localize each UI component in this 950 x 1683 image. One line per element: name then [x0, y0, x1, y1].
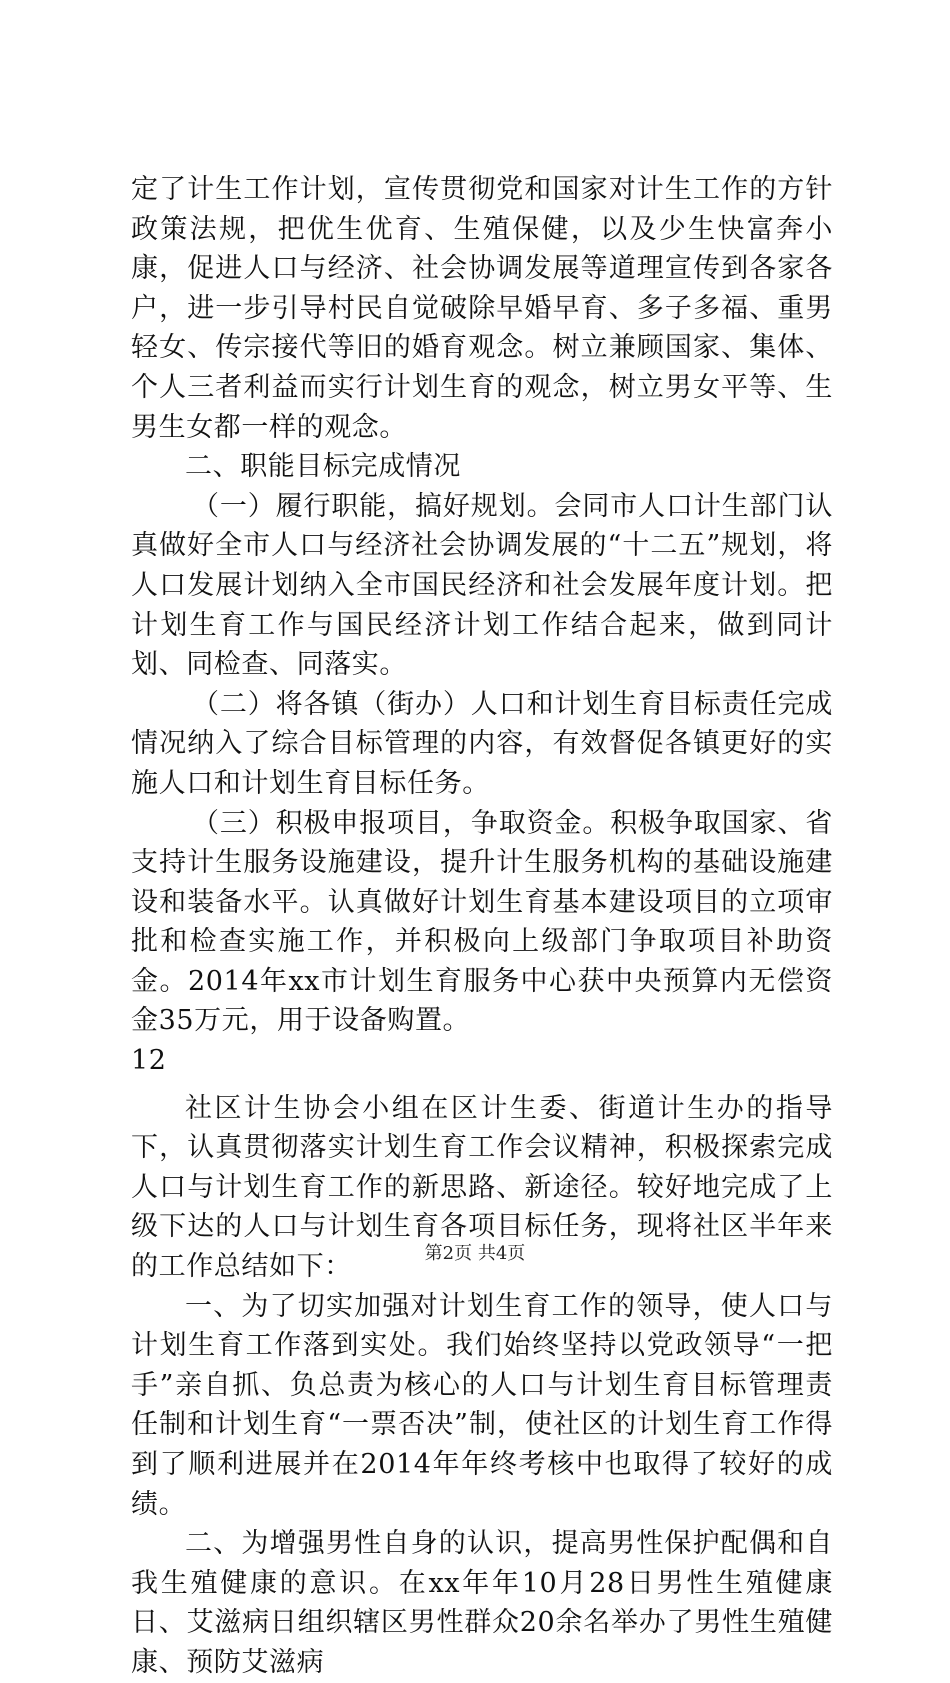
paragraph-item-2: （二）将各镇（街办）人口和计划生育目标责任完成情况纳入了综合目标管理的内容，有效督促各镇更好的实施人口和计划生育目标任务。 [131, 688, 833, 799]
stray-number: 12 [131, 1045, 167, 1077]
paragraph-community-summary: 社区计生协会小组在区计生委、街道计生办的指导下，认真贯彻落实计划生育工作会议精神，积极探索完成人口与计划生育工作的新思路、新途径。较好地完成了上级下达的人口与计划生育各项目标任务，现将社区半年来的工作总结如下： [131, 1092, 833, 1283]
page-footer: 第2页 共4页 [424, 1243, 526, 1264]
paragraph-point-2: 二、为增强男性自身的认识，提高男性保护配偶和自我生殖健康的意识。在xx年年10月28日男性生殖健康日、艾滋病日组织辖区男性群众20余名举办了男性生殖健康、预防艾滋病 [131, 1528, 833, 1678]
paragraph-item-3: （三）积极申报项目，争取资金。积极争取国家、省支持计生服务设施建设，提升计生服务机构的基础设施建设和装备水平。认真做好计划生育基本建设项目的立项审批和检查实施工作，并积极向上级部门争取项目补助资金。2014年xx市计划生育服务中心获中央预算内无偿资金35万元，用于设备购置。 [131, 807, 833, 1037]
paragraph-point-1: 一、为了切实加强对计划生育工作的领导，使人口与计划生育工作落到实处。我们始终坚持以党政领导“一把手”亲自抓、负总责为核心的人口与计划生育目标管理责任制和计划生育“一票否决”制，使社区的计划生育工作得到了顺利进展并在2014年年终考核中也取得了较好的成绩。 [131, 1290, 833, 1520]
section-heading-functional-goals: 二、职能目标完成情况 [185, 451, 461, 483]
paragraph-intro-continuation: 定了计生工作计划，宣传贯彻党和国家对计生工作的方针政策法规，把优生优育、生殖保健，以及少生快富奔小康，促进人口与经济、社会协调发展等道理宣传到各家各户，进一步引导村民自觉破除早婚早育、多子多福、重男轻女、传宗接代等旧的婚育观念。树立兼顾国家、集体、个人三者利益而实行计划生育的观念，树立男女平等、生男生女都一样的观念。 [131, 174, 833, 443]
paragraph-item-1: （一）履行职能，搞好规划。会同市人口计生部门认真做好全市人口与经济社会协调发展的“十二五”规划，将人口发展计划纳入全市国民经济和社会发展年度计划。把计划生育工作与国民经济计划工作结合起来，做到同计划、同检查、同落实。 [131, 490, 833, 681]
document-body [131, 170, 833, 1683]
